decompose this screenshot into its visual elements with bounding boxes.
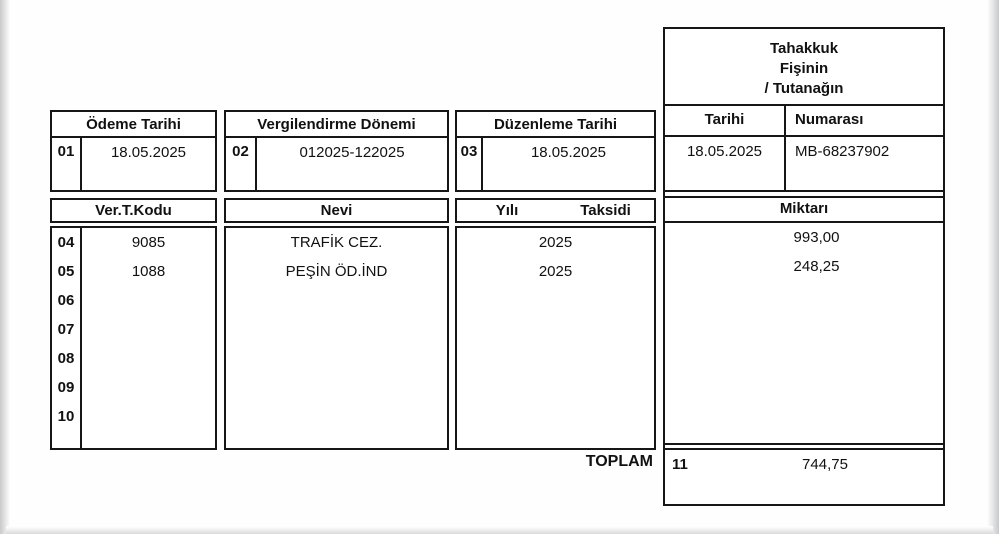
kodu-cell	[82, 344, 215, 373]
table-miktari-column	[665, 223, 943, 445]
kodu-cell	[82, 315, 215, 344]
row-number: 10	[57, 408, 75, 425]
vergilendirme-donemi-value: 012025-122025	[299, 144, 405, 161]
kodu-values	[82, 228, 215, 448]
yili-cell	[457, 315, 654, 344]
table-nevi-column	[224, 226, 449, 450]
nevi-cell	[226, 373, 447, 402]
duzenleme-tarihi-value: 18.05.2025	[530, 144, 607, 161]
table-kodu-column	[50, 226, 217, 450]
header-miktari: Miktarı	[665, 198, 943, 223]
tahakkuk-box	[663, 27, 945, 506]
row-number: 07	[57, 321, 75, 338]
kodu-cell: 9085	[131, 234, 166, 251]
row-number: 05	[57, 263, 75, 280]
tahakkuk-title	[665, 29, 943, 106]
nevi-cell	[226, 286, 447, 315]
yili-cell	[457, 344, 654, 373]
miktari-cell	[690, 339, 943, 368]
kodu-cell	[82, 402, 215, 431]
scan-edge-left	[0, 0, 10, 534]
row-number: 04	[57, 234, 75, 251]
odeme-tarihi-value: 18.05.2025	[110, 144, 187, 161]
table-yili-column	[455, 226, 656, 450]
toplam-row	[665, 450, 943, 504]
miktari-cell	[690, 397, 943, 426]
nevi-cell: PEŞİN ÖD.İND	[285, 263, 388, 280]
yili-cell: 2025	[538, 263, 573, 280]
vergilendirme-donemi-header: Vergilendirme Dönemi	[226, 112, 447, 138]
numarasi-value: MB-68237902	[795, 143, 890, 160]
yili-cell: 2025	[538, 234, 573, 251]
tarihi-value: 18.05.2025	[665, 137, 786, 190]
header-taksidi: Taksidi	[580, 202, 631, 219]
miktari-cell: 248,25	[793, 258, 840, 275]
field-number-03: 03	[457, 138, 483, 190]
tahakkuk-title-line3: / Tutanağın	[764, 80, 844, 97]
yili-cell	[457, 402, 654, 431]
header-yili: Yılı	[495, 202, 519, 219]
kodu-cell	[82, 286, 215, 315]
section-duzenleme-tarihi	[455, 110, 656, 192]
row-number: 06	[57, 292, 75, 309]
nevi-cell	[226, 344, 447, 373]
row-number-column	[52, 228, 82, 448]
numarasi-header: Numarası	[795, 111, 864, 128]
miktari-cell	[690, 281, 943, 310]
section-odeme-tarihi	[50, 110, 217, 192]
header-nevi: Nevi	[224, 198, 449, 223]
header-yili-taksidi	[455, 198, 656, 223]
field-number-02: 02	[226, 138, 257, 190]
miktari-cell: 993,00	[793, 229, 840, 246]
nevi-cell	[226, 315, 447, 344]
toplam-value: 744,75	[802, 456, 848, 473]
tahakkuk-title-line2: Fişinin	[779, 60, 829, 77]
tarihi-header: Tarihi	[665, 106, 786, 135]
duzenleme-tarihi-header: Düzenleme Tarihi	[457, 112, 654, 138]
scan-edge-bottom	[6, 526, 993, 534]
toplam-label: TOPLAM	[585, 453, 653, 470]
miktari-cell	[690, 310, 943, 339]
yili-cell	[457, 373, 654, 402]
scan-edge-right	[987, 0, 999, 534]
field-number-11: 11	[672, 456, 688, 473]
odeme-tarihi-header: Ödeme Tarihi	[52, 112, 215, 138]
header-ver-t-kodu: Ver.T.Kodu	[50, 198, 217, 223]
row-number: 09	[57, 379, 75, 396]
miktari-cell	[690, 368, 943, 397]
row-number: 08	[57, 350, 75, 367]
yili-cell	[457, 286, 654, 315]
kodu-cell	[82, 373, 215, 402]
tahakkuk-title-line1: Tahakkuk	[769, 40, 839, 57]
nevi-cell: TRAFİK CEZ.	[290, 234, 383, 251]
section-vergilendirme-donemi	[224, 110, 449, 192]
nevi-cell	[226, 402, 447, 431]
kodu-cell: 1088	[131, 263, 166, 280]
field-number-01: 01	[52, 138, 82, 190]
